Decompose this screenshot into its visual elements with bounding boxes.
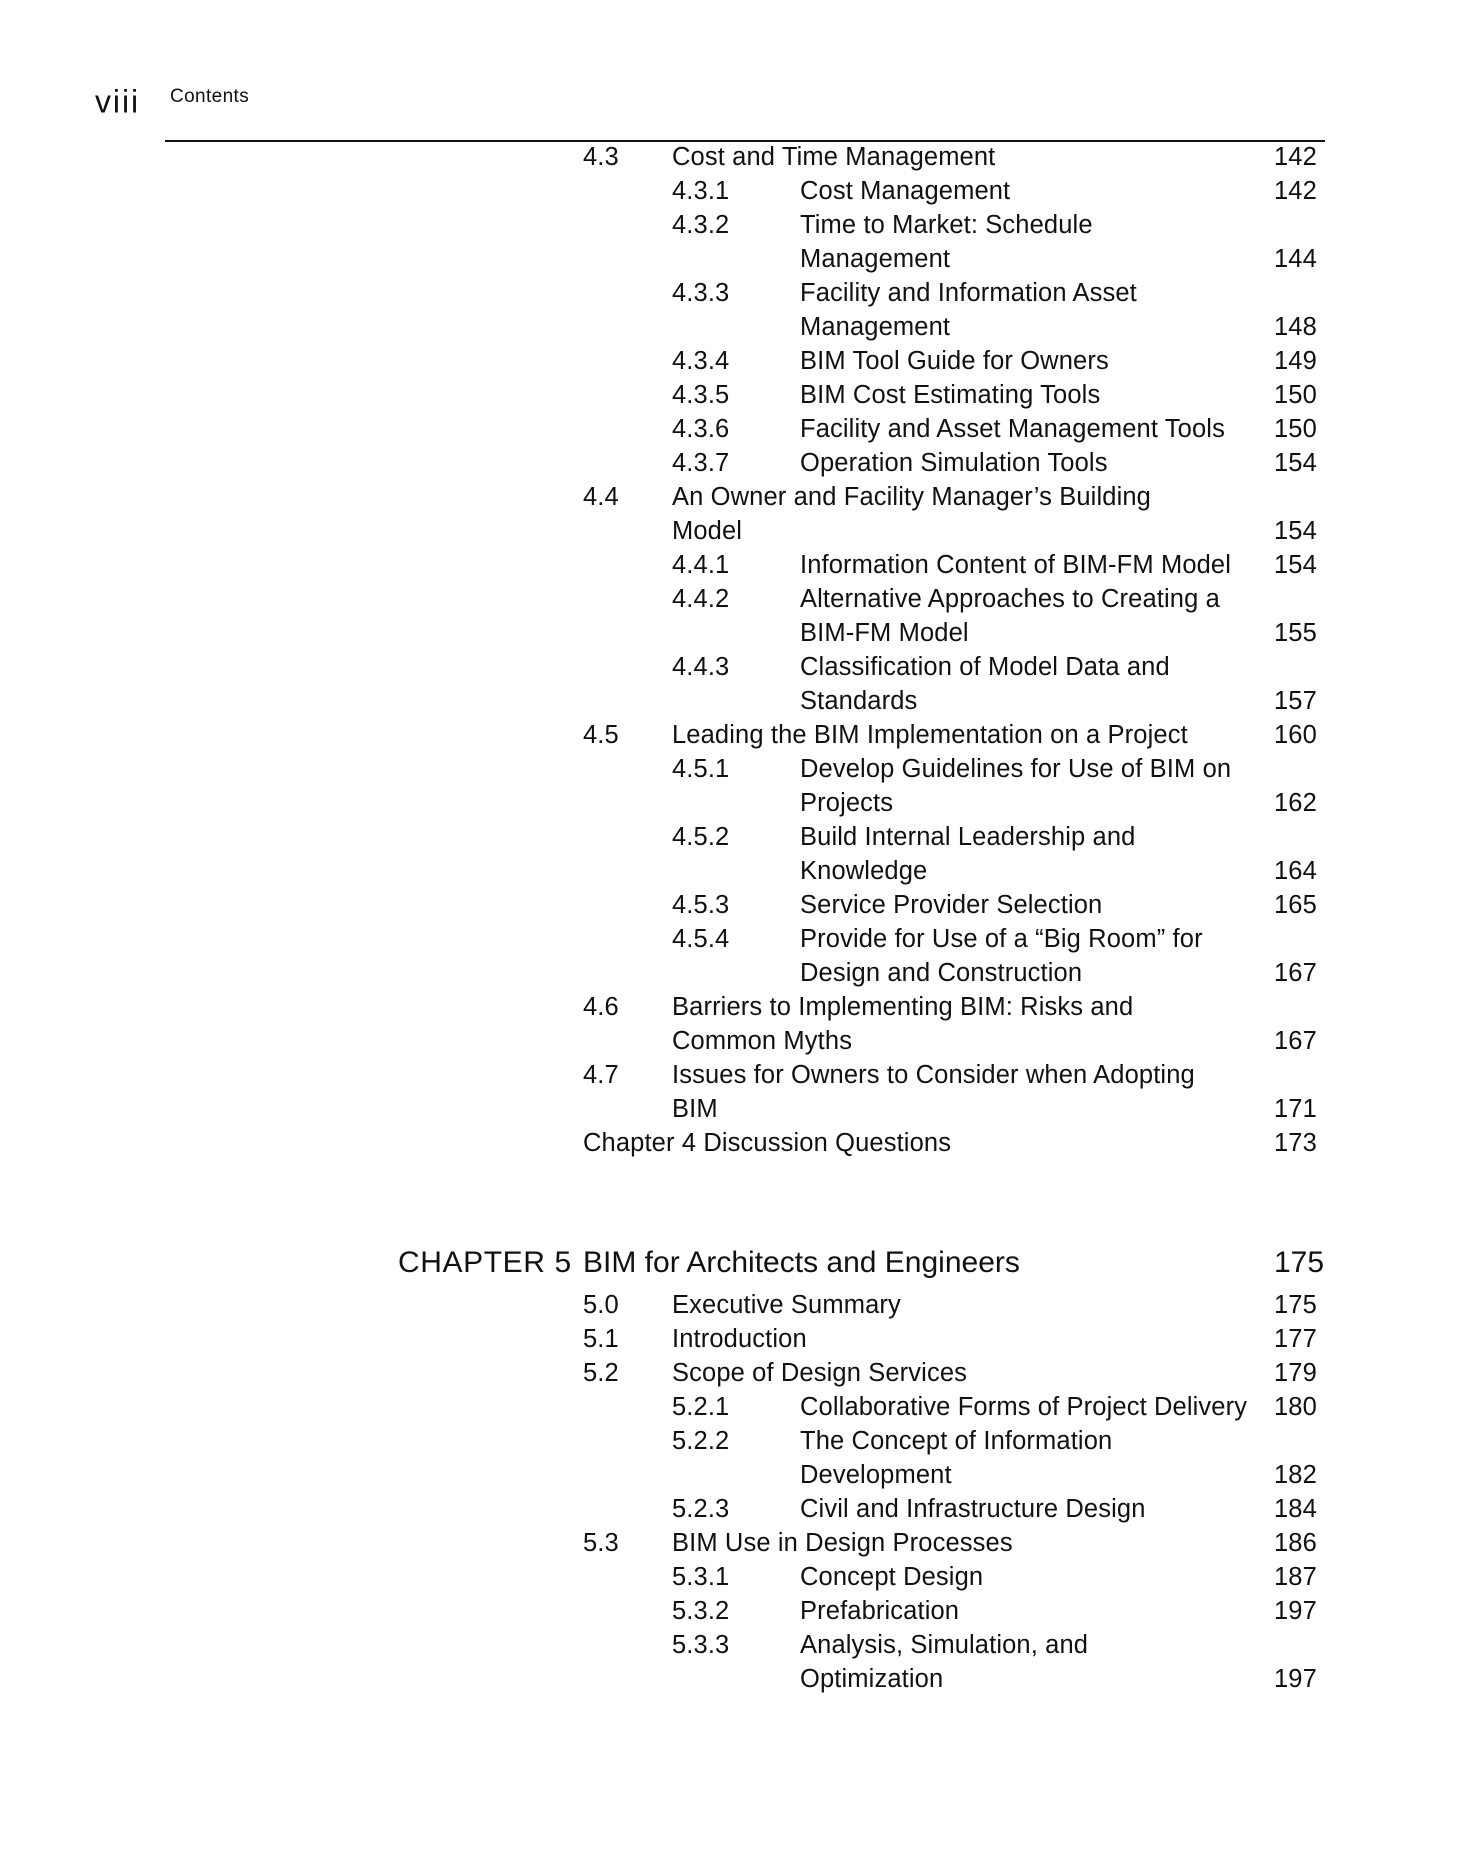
toc-entry-page-number: 149 <box>1274 347 1317 375</box>
toc-entry-title: Development <box>800 1461 952 1489</box>
toc-entry-title: Management <box>800 245 951 273</box>
toc-entry-page-number: 154 <box>1274 517 1317 545</box>
toc-entry-title: Barriers to Implementing BIM: Risks and <box>672 993 1134 1021</box>
toc-entry[interactable] <box>0 956 1475 990</box>
toc-entry-title: Provide for Use of a “Big Room” for <box>800 925 1203 953</box>
toc-entry-title: Projects <box>800 789 894 817</box>
toc-entry-page-number: 197 <box>1274 1665 1317 1693</box>
toc-entry-title: Optimization <box>800 1665 944 1693</box>
toc-entry-title: Scope of Design Services <box>672 1359 968 1387</box>
toc-entry-title: Design and Construction <box>800 959 1083 987</box>
toc-entry-title: Concept Design <box>800 1563 984 1591</box>
toc-entry-number: 5.2 <box>583 1359 619 1387</box>
toc-entry-page-number: 157 <box>1274 687 1317 715</box>
toc-entry-number: 4.3.1 <box>672 177 730 205</box>
toc-entry-title: Prefabrication <box>800 1597 960 1625</box>
toc-entry-page-number: 187 <box>1274 1563 1317 1591</box>
toc-entry-page-number: 197 <box>1274 1597 1317 1625</box>
toc-entry-title: BIM Cost Estimating Tools <box>800 381 1101 409</box>
toc-entry-title: Knowledge <box>800 857 928 885</box>
toc-entry[interactable] <box>0 140 1475 174</box>
toc-entry-number: 5.2.1 <box>672 1393 730 1421</box>
toc-entry-number: 5.0 <box>583 1291 619 1319</box>
toc-entry-page-number: 142 <box>1274 177 1317 205</box>
toc-entry-page-number: 150 <box>1274 381 1317 409</box>
toc-entry-title: Issues for Owners to Consider when Adopting <box>672 1061 1195 1089</box>
toc-entry-title: Alternative Approaches to Creating a <box>800 585 1220 613</box>
toc-entry-page-number: 179 <box>1274 1359 1317 1387</box>
toc-entry[interactable] <box>0 1560 1475 1594</box>
chapter-5-label: CHAPTER 5 <box>398 1246 572 1279</box>
toc-entry-page-number: 186 <box>1274 1529 1317 1557</box>
chapter-5-entry-list <box>0 1288 1475 1696</box>
toc-entry[interactable] <box>0 1322 1475 1356</box>
page-folio: viii <box>95 83 141 120</box>
toc-entry-title: Analysis, Simulation, and <box>800 1631 1089 1659</box>
toc-entry-page-number: 154 <box>1274 551 1317 579</box>
toc-entry[interactable] <box>0 1058 1475 1092</box>
chapter-5-page-number: 175 <box>1274 1246 1325 1279</box>
toc-entry-title: An Owner and Facility Manager’s Building <box>672 483 1151 511</box>
toc-entry[interactable] <box>0 514 1475 548</box>
toc-entry[interactable] <box>0 174 1475 208</box>
toc-entry[interactable] <box>0 548 1475 582</box>
toc-entry[interactable] <box>0 718 1475 752</box>
toc-entry-page-number: 165 <box>1274 891 1317 919</box>
toc-entry-title: The Concept of Information <box>800 1427 1113 1455</box>
toc-entry-title: Management <box>800 313 951 341</box>
toc-entry[interactable] <box>0 1492 1475 1526</box>
toc-entry-number: 5.3.2 <box>672 1597 730 1625</box>
toc-entry[interactable] <box>0 480 1475 514</box>
toc-entry[interactable] <box>0 1662 1475 1696</box>
toc-entry[interactable] <box>0 922 1475 956</box>
toc-entry-title: Common Myths <box>672 1027 853 1055</box>
toc-entry-page-number: 148 <box>1274 313 1317 341</box>
toc-entry-number: 4.4.3 <box>672 653 730 681</box>
toc-entry-page-number: 155 <box>1274 619 1317 647</box>
toc-entry-title: Civil and Infrastructure Design <box>800 1495 1146 1523</box>
page-header <box>0 52 1475 120</box>
toc-entry-page-number: 180 <box>1274 1393 1317 1421</box>
toc-entry[interactable] <box>0 242 1475 276</box>
toc-entry-page-number: 144 <box>1274 245 1317 273</box>
toc-entry-title: Chapter 4 Discussion Questions <box>583 1129 952 1157</box>
toc-entry[interactable] <box>0 276 1475 310</box>
toc-entry[interactable] <box>0 1390 1475 1424</box>
toc-entry-page-number: 142 <box>1274 143 1317 171</box>
chapter-spacer <box>0 1160 1475 1238</box>
toc-entry-number: 5.3 <box>583 1529 619 1557</box>
running-head-title: Contents <box>170 86 250 107</box>
toc-entry-number: 4.4.2 <box>672 585 730 613</box>
toc-entry[interactable] <box>0 1356 1475 1390</box>
table-of-contents <box>0 140 1475 1696</box>
toc-entry[interactable] <box>0 1458 1475 1492</box>
toc-entry-title: Collaborative Forms of Project Delivery <box>800 1393 1248 1421</box>
toc-entry-number: 4.3.6 <box>672 415 730 443</box>
chapter-5-title: BIM for Architects and Engineers <box>583 1246 1020 1279</box>
toc-entry-number: 4.5.4 <box>672 925 730 953</box>
toc-entry[interactable] <box>0 446 1475 480</box>
toc-entry[interactable] <box>0 1628 1475 1662</box>
toc-entry-number: 4.3.5 <box>672 381 730 409</box>
toc-entry-title: Service Provider Selection <box>800 891 1103 919</box>
toc-entry-number: 4.3 <box>583 143 619 171</box>
toc-entry-title: BIM-FM Model <box>800 619 969 647</box>
toc-entry-number: 4.5 <box>583 721 619 749</box>
toc-entry-page-number: 171 <box>1274 1095 1317 1123</box>
toc-entry[interactable] <box>0 1526 1475 1560</box>
toc-entry-page-number: 184 <box>1274 1495 1317 1523</box>
toc-entry-number: 5.2.3 <box>672 1495 730 1523</box>
toc-entry-number: 5.2.2 <box>672 1427 730 1455</box>
chapter-5-heading[interactable] <box>0 1238 1475 1288</box>
toc-entry-page-number: 150 <box>1274 415 1317 443</box>
toc-entry-page-number: 173 <box>1274 1129 1317 1157</box>
toc-entry[interactable] <box>0 888 1475 922</box>
toc-entry[interactable] <box>0 1424 1475 1458</box>
toc-entry[interactable] <box>0 650 1475 684</box>
toc-entry[interactable] <box>0 1024 1475 1058</box>
toc-entry-page-number: 177 <box>1274 1325 1317 1353</box>
toc-entry[interactable] <box>0 786 1475 820</box>
toc-entry-page-number: 160 <box>1274 721 1317 749</box>
toc-entry-title: BIM <box>672 1095 718 1123</box>
toc-entry-number: 4.3.4 <box>672 347 730 375</box>
toc-entry-number: 4.5.1 <box>672 755 730 783</box>
toc-entry-page-number: 182 <box>1274 1461 1317 1489</box>
toc-entry-page-number: 167 <box>1274 1027 1317 1055</box>
toc-entry-title: Standards <box>800 687 918 715</box>
toc-entry[interactable] <box>0 684 1475 718</box>
toc-entry[interactable] <box>0 582 1475 616</box>
toc-entry[interactable] <box>0 1126 1475 1160</box>
toc-entry-title: Facility and Information Asset <box>800 279 1137 307</box>
toc-entry-title: Executive Summary <box>672 1291 901 1319</box>
toc-entry-number: 4.5.3 <box>672 891 730 919</box>
toc-entry[interactable] <box>0 344 1475 378</box>
toc-entry-title: Information Content of BIM-FM Model <box>800 551 1232 579</box>
toc-entry[interactable] <box>0 378 1475 412</box>
toc-entry-title: Cost Management <box>800 177 1011 205</box>
toc-entry[interactable] <box>0 820 1475 854</box>
toc-entry-title: Classification of Model Data and <box>800 653 1170 681</box>
toc-entry-number: 5.1 <box>583 1325 619 1353</box>
toc-entry-page-number: 154 <box>1274 449 1317 477</box>
toc-entry-title: Facility and Asset Management Tools <box>800 415 1225 443</box>
toc-entry-number: 4.4.1 <box>672 551 730 579</box>
toc-entry-page-number: 162 <box>1274 789 1317 817</box>
chapter-4-entry-list <box>0 140 1475 1160</box>
toc-entry[interactable] <box>0 1594 1475 1628</box>
toc-entry-title: Leading the BIM Implementation on a Project <box>672 721 1188 749</box>
toc-entry-page-number: 164 <box>1274 857 1317 885</box>
toc-entry-title: Cost and Time Management <box>672 143 996 171</box>
toc-entry-number: 4.3.2 <box>672 211 730 239</box>
toc-entry[interactable] <box>0 616 1475 650</box>
toc-entry-number: 4.5.2 <box>672 823 730 851</box>
toc-entry[interactable] <box>0 412 1475 446</box>
toc-entry-title: Build Internal Leadership and <box>800 823 1136 851</box>
toc-entry-number: 4.6 <box>583 993 619 1021</box>
toc-entry-number: 4.7 <box>583 1061 619 1089</box>
toc-entry-title: Time to Market: Schedule <box>800 211 1093 239</box>
toc-entry[interactable] <box>0 208 1475 242</box>
toc-entry[interactable] <box>0 854 1475 888</box>
toc-entry-page-number: 175 <box>1274 1291 1317 1319</box>
toc-entry-title: Introduction <box>672 1325 807 1353</box>
toc-entry-number: 5.3.3 <box>672 1631 730 1659</box>
toc-entry-number: 4.3.3 <box>672 279 730 307</box>
toc-entry-page-number: 167 <box>1274 959 1317 987</box>
toc-entry-title: Model <box>672 517 743 545</box>
toc-entry-title: Develop Guidelines for Use of BIM on <box>800 755 1232 783</box>
toc-entry[interactable] <box>0 752 1475 786</box>
toc-entry-number: 4.3.7 <box>672 449 730 477</box>
toc-entry-title: Operation Simulation Tools <box>800 449 1108 477</box>
toc-entry[interactable] <box>0 1092 1475 1126</box>
toc-entry-number: 4.4 <box>583 483 619 511</box>
toc-entry-title: BIM Use in Design Processes <box>672 1529 1013 1557</box>
toc-entry-title: BIM Tool Guide for Owners <box>800 347 1109 375</box>
toc-entry[interactable] <box>0 1288 1475 1322</box>
toc-entry-number: 5.3.1 <box>672 1563 730 1591</box>
toc-entry[interactable] <box>0 310 1475 344</box>
toc-entry[interactable] <box>0 990 1475 1024</box>
